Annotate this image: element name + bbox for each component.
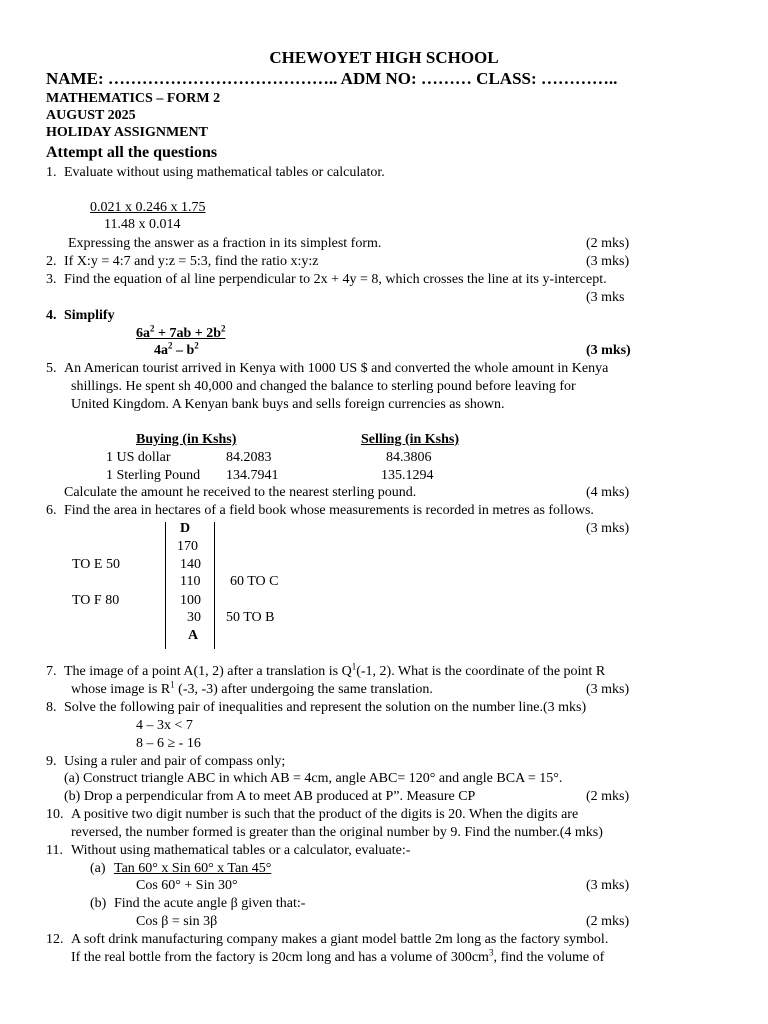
q7-marks: (3 mks) <box>586 682 630 697</box>
fieldbook-to-c: 60 TO C <box>230 574 279 589</box>
name-adm-class-line: NAME: ………………………………….. ADM NO: ……… CLASS: ………….. <box>46 69 618 88</box>
buy-row-2: 134.7941 <box>226 468 279 483</box>
q7-number: 7. <box>46 664 57 679</box>
fieldbook-right-line <box>214 522 215 649</box>
assignment-line: HOLIDAY ASSIGNMENT <box>46 125 208 140</box>
q8-number: 8. <box>46 700 57 715</box>
q11-a-marks: (3 mks) <box>586 878 630 893</box>
q11-number: 11. <box>46 843 63 858</box>
q7-line1: The image of a point A(1, 2) after a translation is $Q^1(-1$, 2). What is the coordinate of the point R <box>64 661 606 679</box>
q1-marks: (2 mks) <box>586 236 630 251</box>
q5-line2: shillings. He spent sh 40,000 and changed the balance to sterling pound before leaving for <box>71 379 576 394</box>
q11-b-equation: Cos β = sin 3β <box>136 914 218 929</box>
q5-line3: United Kingdom. A Kenyan bank buys and sells foreign currencies as shown. <box>71 397 505 412</box>
subject-line: MATHEMATICS – FORM 2 <box>46 91 221 106</box>
fieldbook-left-line <box>165 522 166 649</box>
q4-denominator: $4a^2 - b^2$ <box>154 340 199 358</box>
q9-text: Using a ruler and pair of compass only; <box>64 754 286 769</box>
q11-a-denominator: Cos 60° + Sin 30° <box>136 878 238 893</box>
buy-row-1: 84.2083 <box>226 450 272 465</box>
fieldbook-to-e: TO E 50 <box>72 557 120 572</box>
sell-row-1: 84.3806 <box>386 450 432 465</box>
q4-text: Simplify <box>64 308 115 323</box>
fieldbook-value-170: 170 <box>177 539 198 554</box>
sell-row-2: 135.1294 <box>381 468 434 483</box>
q5-line1: An American tourist arrived in Kenya with 1000 US $ and converted the whole amount in Kenya <box>64 361 609 376</box>
q1-numerator: 0.021 x 0.246 x 1.75 <box>90 200 206 215</box>
q12-line1: A soft drink manufacturing company makes a giant model battle 2m long as the factory symbol. <box>71 932 609 947</box>
fieldbook-top-d: D <box>180 521 191 536</box>
q8-inequality-2: 8 – 6 ≥ - 16 <box>136 736 201 751</box>
selling-header: Selling (in Kshs) <box>361 432 460 447</box>
fieldbook-value-30: 30 <box>187 610 201 625</box>
fieldbook-value-110: 110 <box>180 574 201 589</box>
q7-line2: whose image is $R^1$ (-3, -3) after undergoing the same translation. <box>71 679 433 697</box>
buying-header: Buying (in Kshs) <box>136 432 237 447</box>
q2-marks: (3 mks) <box>586 254 630 269</box>
q9-marks: (2 mks) <box>586 789 630 804</box>
q5-question: Calculate the amount he received to the nearest sterling pound. <box>64 485 417 500</box>
q1-text: Evaluate without using mathematical tables or calculator. <box>64 165 385 180</box>
q3-marks: (3 mks <box>586 290 625 305</box>
q6-marks: (3 mks) <box>586 521 630 536</box>
q12-line2: If the real bottle from the factory is 20cm long and has a volume of $300cm^3$, find the volume of <box>71 947 605 965</box>
q2-number: 2. <box>46 254 57 269</box>
q12-number: 12. <box>46 932 64 947</box>
fieldbook-value-100: 100 <box>180 593 201 608</box>
q4-numerator: $6a^2 + 7ab + 2b^2$ <box>136 323 226 341</box>
q5-number: 5. <box>46 361 57 376</box>
currency-row-1: 1 US dollar <box>106 450 171 465</box>
q9-part-b: (b) Drop a perpendicular from A to meet AB produced at P”. Measure CP <box>64 789 476 804</box>
fieldbook-to-f: TO F 80 <box>72 593 120 608</box>
date-line: AUGUST 2025 <box>46 108 136 123</box>
q11-a-label: (a) <box>90 861 106 876</box>
q1-number: 1. <box>46 165 57 180</box>
q2-text: If X:y = 4:7 and y:z = 5:3, find the ratio x:y:z <box>64 254 319 269</box>
q10-line1: A positive two digit number is such that the product of the digits is 20. When the digits are <box>71 807 579 822</box>
currency-row-2: 1 Sterling Pound <box>106 468 201 483</box>
fieldbook-bottom-a: A <box>188 628 199 643</box>
q8-inequality-1: 4 – 3x < 7 <box>136 718 193 733</box>
q3-text: Find the equation of al line perpendicular to 2x + 4y = 8, which crosses the line at its y-intercept. <box>64 272 607 287</box>
q9-number: 9. <box>46 754 57 769</box>
q1-note: Expressing the answer as a fraction in its simplest form. <box>68 236 382 251</box>
q4-marks: (3 mks) <box>586 343 631 358</box>
instruction-line: Attempt all the questions <box>46 144 218 161</box>
q11-text: Without using mathematical tables or a calculator, evaluate:- <box>71 843 411 858</box>
q8-text: Solve the following pair of inequalities and represent the solution on the number line.(3 mks) <box>64 700 587 715</box>
q5-marks: (4 mks) <box>586 485 630 500</box>
q11-b-marks: (2 mks) <box>586 914 630 929</box>
q10-line2: reversed, the number formed is greater than the original number by 9. Find the number.(4 mks) <box>71 825 603 840</box>
q6-text: Find the area in hectares of a field book whose measurements is recorded in metres as follows. <box>64 503 594 518</box>
q3-number: 3. <box>46 272 57 287</box>
q9-part-a: (a) Construct triangle ABC in which AB = 4cm, angle ABC= 120° and angle BCA = 15°. <box>64 771 563 786</box>
fieldbook-value-140: 140 <box>180 557 201 572</box>
school-title: CHEWOYET HIGH SCHOOL <box>269 48 499 67</box>
q1-denominator: 11.48 x 0.014 <box>104 217 181 232</box>
q11-a-numerator: Tan 60° x Sin 60° x Tan 45° <box>114 861 272 876</box>
q6-number: 6. <box>46 503 57 518</box>
q10-number: 10. <box>46 807 64 822</box>
q4-number: 4. <box>46 308 57 323</box>
fieldbook-to-b: 50 TO B <box>226 610 275 625</box>
q11-b-text: Find the acute angle β given that:- <box>114 896 306 911</box>
q11-b-label: (b) <box>90 896 107 911</box>
